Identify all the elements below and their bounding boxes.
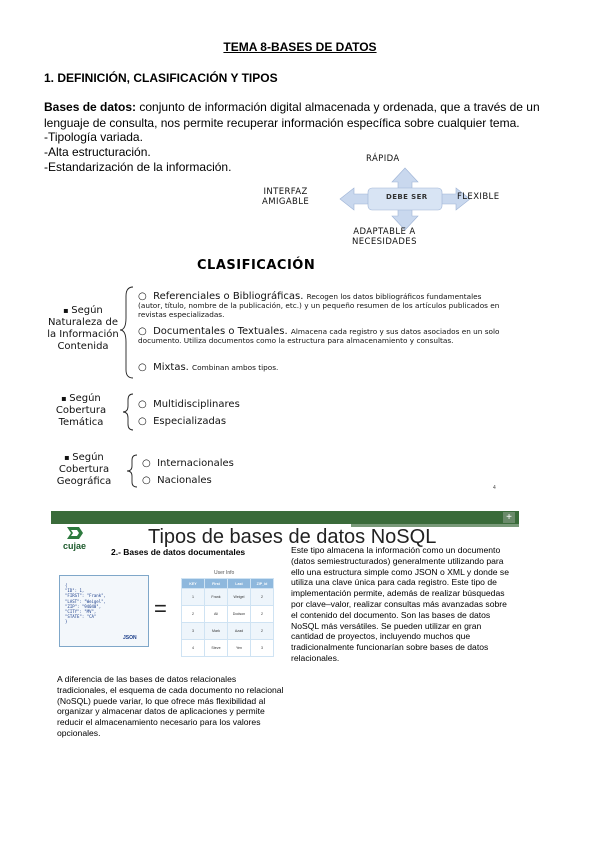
table-row: 2 Ali Dodson 2	[182, 606, 274, 623]
table-row: 1 Frank Weigel 2	[182, 589, 274, 606]
feature-item: -Alta estructuración.	[44, 145, 151, 159]
nosql-slide	[51, 511, 519, 761]
criterion-naturaleza: ▪ Según Naturaleza de la Información Contenida	[47, 305, 119, 352]
diagram-right: FLEXIBLE	[457, 192, 500, 202]
diagram-bottom: ADAPTABLE A NECESIDADES	[352, 227, 417, 247]
table-header: ZIP_id	[251, 579, 274, 589]
diagram-center: DEBE SER	[386, 193, 428, 201]
definition-term: Bases de datos:	[44, 100, 137, 114]
option-especializadas: ○ Especializadas	[138, 416, 227, 427]
table-header: KEY	[182, 579, 205, 589]
option-referenciales: ○ Referenciales o Bibliográficas. Recogen los datos bibliográficos fundamentales (autor, título, nombre de la publicación, etc.) y un pequeño resumen de los artículos publicados en revistas especializadas.	[138, 291, 500, 319]
slide-left-text: A diferencia de las bases de datos relacionales tradicionales, el esquema de cada documento no relacional (NoSQL) puede variar, lo que ofrece más flexibilidad al organizar y almacenar datos de aplicaciones y permite reducir el almacenamiento necesario para los valores opcionales.	[57, 674, 284, 738]
table-header: First	[205, 579, 228, 589]
json-code: { "ID": 1, "FIRST": "Frank", "LAST": "Weigel", "ZIP": "94040", "CITY": "MV", "STATE": "CA" }	[65, 583, 106, 625]
brace-icon	[123, 394, 133, 430]
definition-text: conjunto de información digital almacenada y ordenada, que a través de un lenguaje de consulta, nos permite recuperar información específica sobre cualquier tema.	[44, 100, 540, 130]
option-documentales: ○ Documentales o Textuales. Almacena cada registro y sus datos asociados en un solo documento. Utiliza documentos como la estructura para almacenamiento y consultas.	[138, 326, 500, 345]
criterion-tematica: ▪ Según Cobertura Temática	[55, 393, 107, 428]
slide-title: Tipos de bases de datos NoSQL	[148, 526, 437, 548]
document-title: TEMA 8-BASES DE DATOS	[223, 40, 377, 54]
option-internacionales: ○ Internacionales	[142, 458, 234, 469]
diagram-left: INTERFAZ AMIGABLE	[262, 187, 310, 207]
classification-title: CLASIFICACIÓN	[197, 258, 316, 273]
equals-icon: =	[154, 596, 167, 621]
diagram-top: RÁPIDA	[366, 154, 400, 164]
cujae-logo-text: cujae	[63, 541, 87, 551]
table-row: 3 Mark Azad 2	[182, 623, 274, 640]
option-nacionales: ○ Nacionales	[142, 475, 212, 486]
json-label: JSON	[123, 635, 137, 641]
feature-item: -Tipología variada.	[44, 130, 143, 144]
feature-item: -Estandarización de la información.	[44, 160, 232, 174]
option-mixtas: ○ Mixtas. Combinan ambos tipos.	[138, 362, 279, 373]
slide-header-bar	[51, 511, 519, 524]
slide-right-text: Este tipo almacena la información como un documento (datos semiestructurados) generalmente utilizando para ello una estructura simple como JSON o XML y donde se utiliza una clave única para cada registro. Este tipo de implementación permite, además de realizar búsquedas por clave–valor, realizar consultas más avanzadas sobre el contenido del documento. Son las bases de datos NoSQL más versátiles. Se pueden utilizar en gran cantidad de proyectos, incluyendo muchos que tradicionalmente funcionarían sobre bases de datos relacionales.	[291, 545, 509, 663]
page-number: 4	[493, 485, 496, 491]
table-row: 4 Steve Yen 3	[182, 640, 274, 657]
table-caption: User Info	[214, 570, 235, 576]
user-info-table	[181, 578, 274, 657]
table-header: Last	[228, 579, 251, 589]
plus-icon: +	[503, 512, 515, 523]
criterion-geografica: ▪ Según Cobertura Geográfica	[56, 452, 112, 487]
section-heading: 1. DEFINICIÓN, CLASIFICACIÓN Y TIPOS	[44, 71, 278, 85]
slide-subtitle: 2.- Bases de datos documentales	[111, 547, 246, 557]
brace-icon	[127, 455, 137, 487]
option-multidisciplinares: ○ Multidisciplinares	[138, 399, 240, 410]
cujae-logo-icon	[65, 525, 85, 541]
